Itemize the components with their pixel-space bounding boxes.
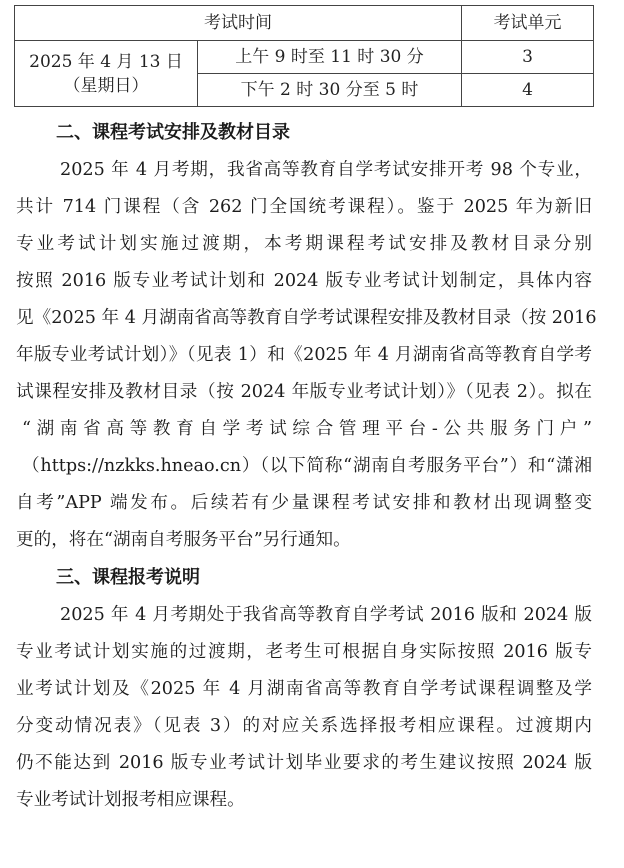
section-heading-3: 三、课程报考说明 xyxy=(56,567,200,588)
exam-time-cell: 上午 9 时至 11 时 30 分 xyxy=(198,41,462,74)
exam-weekday: （星期日） xyxy=(63,75,149,96)
paragraph-line: （https://nzkks.hneao.cn）（以下简称“湖南自考服务平台”）和“潇湘 xyxy=(22,456,592,476)
paragraph-line: 2025 年 4 月考期，我省高等教育自学考试安排开考 98 个专业， xyxy=(60,160,592,180)
paragraph-line: 年版专业考试计划）》（见表 1）和《2025 年 4 月湖南省高等教育自学考 xyxy=(16,345,592,365)
exam-schedule-table xyxy=(14,5,594,107)
paragraph-line: 自考”APP 端发布。后续若有少量课程考试安排和教材出现调整变 xyxy=(16,493,592,513)
exam-date-cell xyxy=(15,41,198,107)
paragraph-line: 仍不能达到 2016 版专业考试计划毕业要求的考生建议按照 2024 版 xyxy=(16,753,592,773)
section-heading-2: 二、课程考试安排及教材目录 xyxy=(56,122,290,143)
header-exam-unit: 考试单元 xyxy=(462,6,594,41)
exam-time-cell: 下午 2 时 30 分至 5 时 xyxy=(198,74,462,107)
exam-unit-cell: 3 xyxy=(462,41,594,74)
paragraph-line: 2025 年 4 月考期处于我省高等教育自学考试 2016 版和 2024 版 xyxy=(60,605,592,625)
paragraph-line: 见《2025 年 4 月湖南省高等教育自学考试课程安排及教材目录（按 2016 xyxy=(16,308,597,328)
table-header-row xyxy=(15,6,594,41)
paragraph-line: 试课程安排及教材目录（按 2024 年版专业考试计划）》（见表 2）。拟在 xyxy=(16,382,592,402)
paragraph-line: 分变动情况表》（见表 3）的对应关系选择报考相应课程。过渡期内 xyxy=(16,716,592,736)
paragraph-line: 专业考试计划报考相应课程。 xyxy=(16,790,245,810)
paragraph-line: 业考试计划及《2025 年 4 月湖南省高等教育自学考试课程调整及学 xyxy=(16,679,592,699)
paragraph-line: 专业考试计划实施过渡期，本考期课程考试安排及教材目录分别 xyxy=(16,234,592,254)
paragraph-line: 共计 714 门课程（含 262 门全国统考课程）。鉴于 2025 年为新旧 xyxy=(16,197,592,217)
header-exam-time: 考试时间 xyxy=(15,6,462,41)
paragraph-line: 更的，将在“湖南自考服务平台”另行通知。 xyxy=(16,530,351,550)
exam-unit-cell: 4 xyxy=(462,74,594,107)
paragraph-line: 按照 2016 版专业考试计划和 2024 版专业考试计划制定，具体内容 xyxy=(16,271,592,291)
table-row xyxy=(15,41,594,74)
exam-date: 2025 年 4 月 13 日 xyxy=(29,51,183,72)
paragraph-line: 专业考试计划实施的过渡期，老考生可根据自身实际按照 2016 版专 xyxy=(16,642,592,662)
paragraph-line: “湖南省高等教育自学考试综合管理平台-公共服务门户” xyxy=(22,419,592,439)
